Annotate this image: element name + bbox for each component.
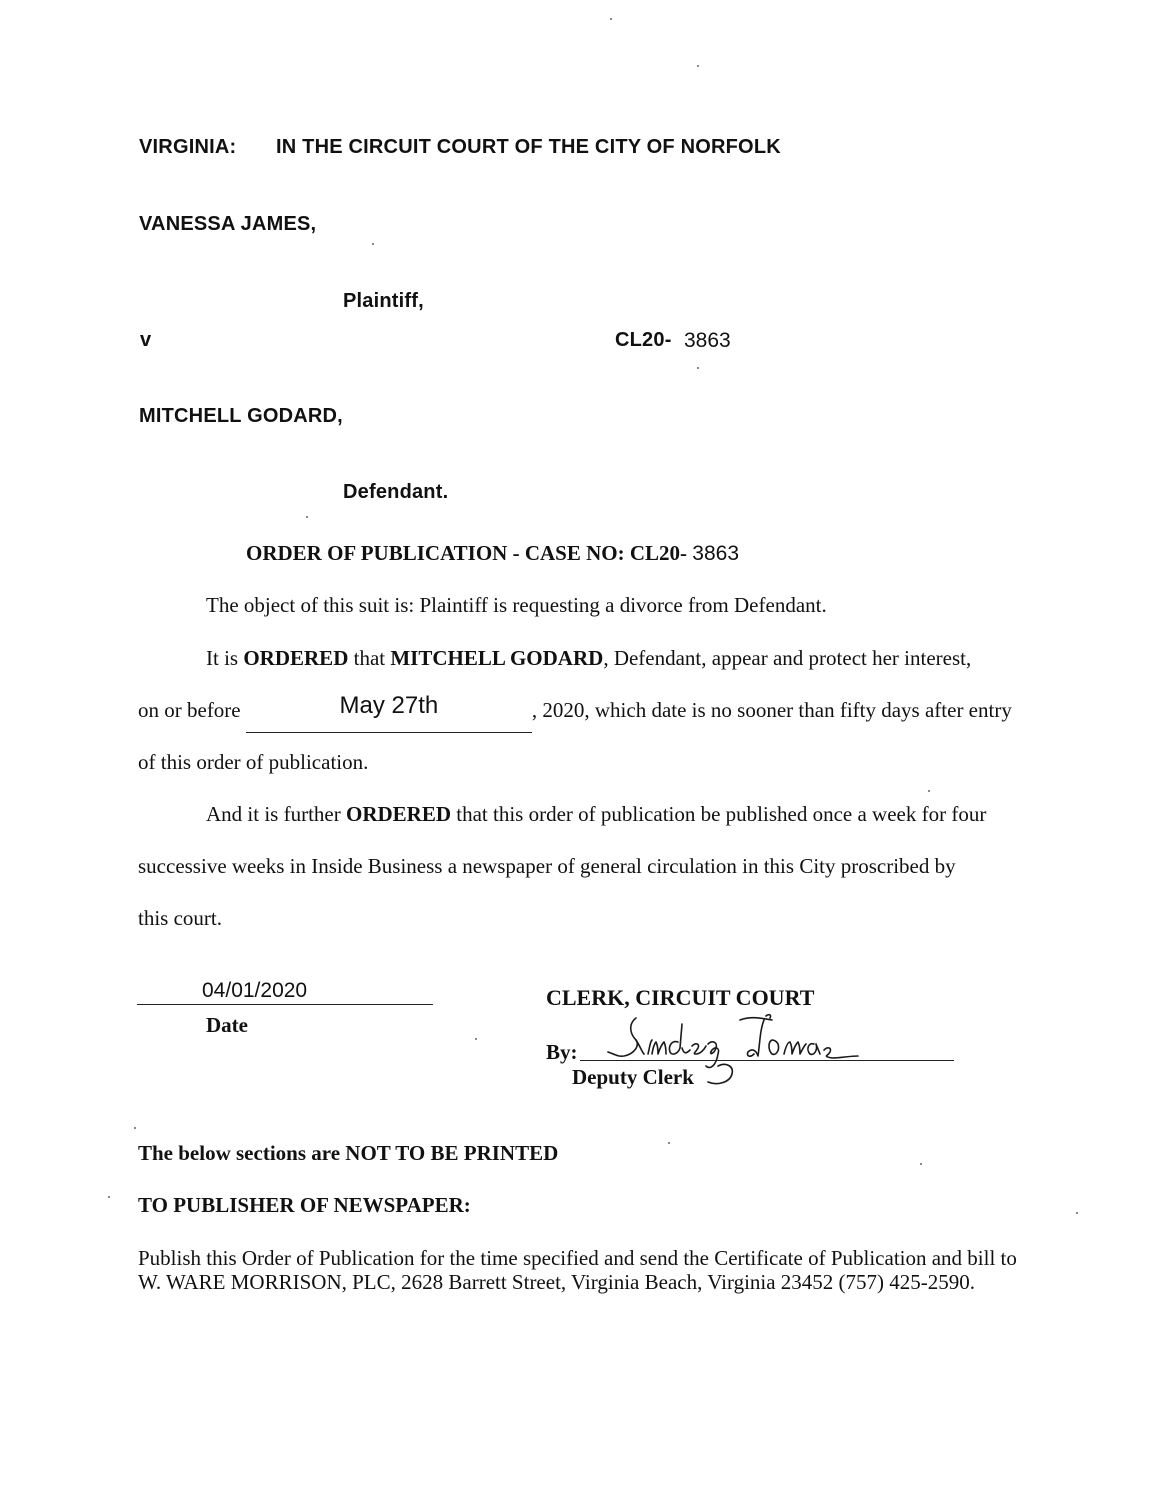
scan-speck [668,1142,670,1144]
scan-speck [1076,1212,1078,1214]
scan-speck [372,243,374,245]
ordered-line-1: It is ORDERED that MITCHELL GODARD, Defendant, appear and protect her interest, [206,646,972,670]
publisher-heading: TO PUBLISHER OF NEWSPAPER: [138,1193,471,1217]
scan-speck [610,18,612,20]
case-prefix: CL20- [615,329,672,351]
defendant-bold: MITCHELL GODARD [390,646,604,670]
plaintiff-role: Plaintiff, [343,290,424,312]
order-title-number: 3863 [692,542,739,565]
scan-speck [475,1038,477,1040]
order-date-value: 04/01/2020 [202,979,308,1002]
by-label: By: [546,1040,578,1064]
scan-speck [920,1163,922,1165]
ordered-line-2: on or before May 27th , 2020, which date is no sooner than fifty days after entry [138,684,1022,736]
scan-speck [697,65,699,67]
date-label: Date [206,1013,248,1037]
scan-speck [134,1127,136,1129]
header-court: IN THE CIRCUIT COURT OF THE CITY OF NORFOLK [276,136,781,158]
versus: v [140,329,152,351]
deputy-clerk-label: Deputy Clerk [572,1065,694,1089]
plaintiff-name: VANESSA JAMES, [139,213,317,235]
scan-speck [928,790,930,792]
further-line-3: this court. [138,906,222,930]
object-of-suit: The object of this suit is: Plaintiff is requesting a divorce from Defendant. [206,593,827,617]
further-ordered-paragraph [138,788,1022,944]
header-state: VIRGINIA: [139,136,237,158]
scan-speck [306,516,308,518]
order-title [246,541,739,566]
further-line-2: successive weeks in Inside Business a newspaper of general circulation in this City proscribed by [138,854,956,878]
scan-speck [697,367,699,369]
ordered-line-3: of this order of publication. [138,750,369,774]
defendant-role: Defendant. [343,481,449,503]
ordered-paragraph [138,632,1022,788]
case-number: 3863 [684,329,731,352]
publisher-instructions: Publish this Order of Publication for the time specified and send the Certificate of Publication and bill to W. WARE MORRISON, PLC, 2628 Barrett Street, Virginia Beach, Virginia 23452 (757) 425-2590. [138,1246,1017,1294]
clerk-title: CLERK, CIRCUIT COURT [546,985,815,1010]
defendant-name: MITCHELL GODARD, [139,405,343,427]
appear-date-field [246,684,532,736]
further-line-1: And it is further ORDERED that this order of publication be published once a week for four [206,802,987,826]
ordered-word-2: ORDERED [345,802,451,826]
appear-date: May 27th [339,692,439,719]
scan-speck [108,1196,110,1198]
ordered-word: ORDERED [243,646,349,670]
order-title-text: ORDER OF PUBLICATION - CASE NO: CL20- [246,541,688,565]
date-line [137,1004,433,1005]
not-to-be-printed: The below sections are NOT TO BE PRINTED [138,1141,559,1165]
